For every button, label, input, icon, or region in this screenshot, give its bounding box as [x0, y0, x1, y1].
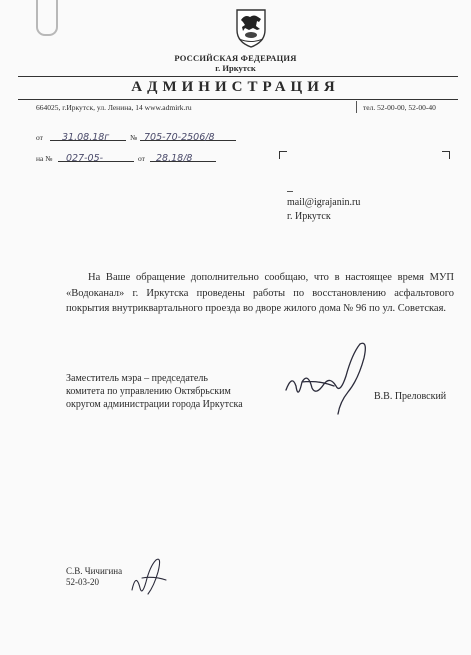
ref-number-value: 027-05- — [66, 153, 104, 164]
signatory-title — [66, 372, 243, 411]
executor-phone: 52-03-20 — [66, 577, 99, 587]
handwritten-signature — [278, 336, 374, 420]
signatory-title-line-1: Заместитель мэра – председатель — [66, 373, 208, 384]
ref-number-field — [58, 148, 134, 162]
recipient-dash — [287, 191, 293, 192]
header-rule-bottom — [18, 99, 458, 100]
city-heading: г. Иркутск — [215, 63, 256, 73]
country-heading: РОССИЙСКАЯ ФЕДЕРАЦИЯ — [174, 53, 297, 63]
signatory-title-line-3: округом администрации города Иркутска — [66, 399, 243, 410]
signatory-name: В.В. Преловский — [374, 391, 447, 402]
phone-line: тел. 52-00-00, 52-00-40 — [363, 103, 436, 112]
header-rule-top — [18, 76, 458, 77]
number-field — [140, 127, 236, 141]
number-value: 705-70-2506/8 — [144, 132, 215, 143]
paper-clip — [36, 0, 58, 36]
page-title: АДМИНИСТРАЦИЯ — [131, 79, 340, 95]
date-field — [50, 127, 126, 141]
address-line: 664025, г.Иркутск, ул. Ленина, 14 www.admirk.ru — [36, 103, 192, 112]
ref-date-field — [150, 148, 216, 162]
ref-label: на № — [36, 154, 53, 163]
executor-initials — [128, 552, 172, 598]
executor-block — [66, 566, 122, 588]
ref-from-label: от — [138, 154, 145, 163]
letter-body — [66, 270, 454, 317]
from-label: от — [36, 133, 43, 142]
coat-of-arms-icon — [234, 8, 268, 48]
date-value: 31.08.18г — [62, 132, 110, 143]
header-divider — [356, 101, 357, 113]
recipient-email: mail@igrajanin.ru — [287, 197, 361, 208]
ref-date-value: 28.18/8 — [156, 153, 193, 164]
executor-name: С.В. Чичигина — [66, 566, 123, 576]
address-corner-right — [442, 151, 450, 159]
signatory-title-line-2: комитета по управлению Октябрьским — [66, 386, 231, 397]
body-paragraph: На Ваше обращение дополнительно сообщаю, что в настоящее время МУП «Водоканал» г. Иркутска проведены работы по восстановлению асфальтового покрытия внутриквартального проезда во дворе жилого дома № 96 по ул. Советская. — [66, 272, 454, 314]
number-label: № — [130, 133, 138, 142]
address-corner-left — [279, 151, 287, 159]
recipient-city: г. Иркутск — [287, 211, 331, 222]
